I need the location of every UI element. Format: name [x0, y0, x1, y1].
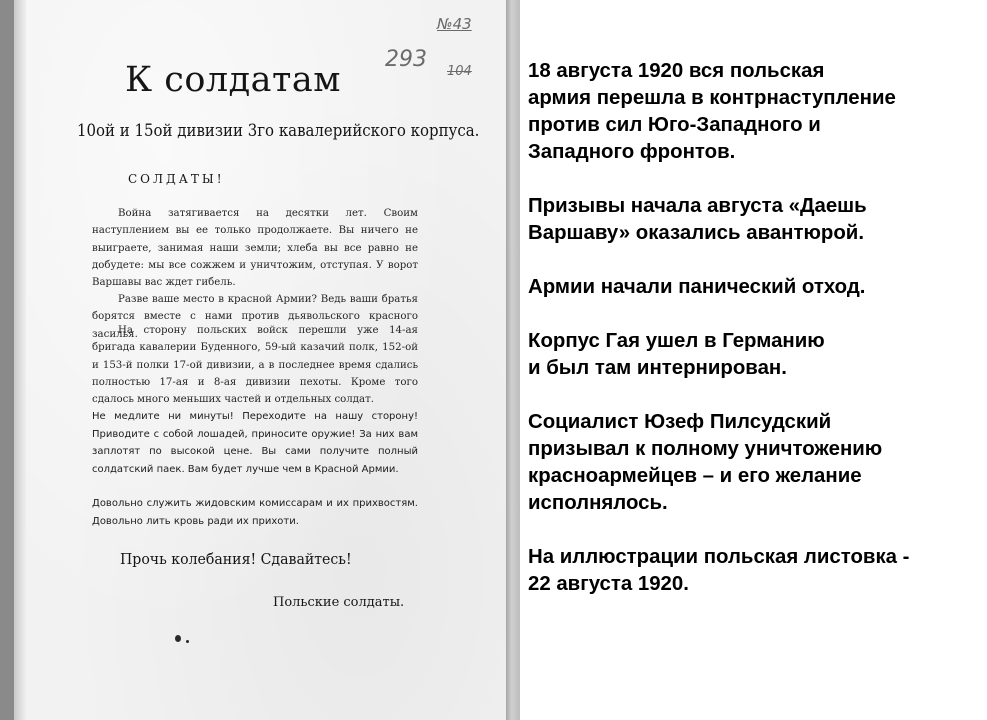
- leaflet-greeting: СОЛДАТЫ!: [128, 172, 225, 186]
- commentary-paragraph-3: Армии начали панический отход.: [528, 276, 866, 298]
- commentary-paragraph-2: Призывы начала августа «Даешь Варшаву» оказались авантюрой.: [528, 195, 867, 244]
- leaflet-subtitle: 10ой и 15ой дивизии 3го кавалерийского корпуса.: [77, 121, 480, 141]
- leaflet-paragraph-1: Война затягивается на десятки лет. Своим наступлением вы ее только продолжаете. Вы ничего не выиграете, занимая наши земли; хлеба вы все равно не добудете: мы все сожжем и уничтожим, отступая. У ворот Варшавы вас ждет гибель.: [92, 208, 418, 289]
- leaflet-paragraph-3: На сторону польских войск перешли уже 14-ая бригада кавалерии Буденного, 59-ый казачий полк, 152-ой и 153-й полки 17-ой дивизии, а в последнее время сдались полностью 17-ая и 8-ая дивизии пехоты. Кроме того сдалось много меньших частей и отдельных солдат.: [92, 325, 418, 406]
- leaflet-paragraph-2: Разве ваше место в красной Армии? Ведь ваши братья борятся вместе с нами против дьявольского красного засилья.: [92, 294, 418, 340]
- archive-number: 293: [385, 47, 427, 72]
- paper-fold-shadow: [14, 0, 26, 720]
- commentary-paragraph-6: На иллюстрации польская листовка - 22 августа 1920.: [528, 546, 910, 595]
- leaflet-signature: Польские солдаты.: [273, 595, 405, 610]
- leaflet-paragraph-4: Не медлите ни минуты! Переходите на нашу сторону! Приводите с собой лошадей, приносите оружие! За них вам заплотят по высокой цене. Вы сами получите полный солдатский паек. Вам будет лучше чем в Красной Армии.: [92, 411, 418, 475]
- commentary-paragraph-4: Корпус Гая ушел в Германию и был там интернирован.: [528, 330, 825, 379]
- leaflet-call: Прочь колебания! Сдавайтесь!: [120, 550, 352, 568]
- commentary: [528, 58, 983, 625]
- leaflet-paragraph-5: Довольно служить жидовским комиссарам и их прихвостям. Довольно лить кровь ради их прихоти.: [92, 498, 418, 527]
- ink-blot: [175, 635, 181, 642]
- crossed-number: 104: [447, 64, 472, 79]
- archive-mark: №43: [437, 15, 472, 33]
- commentary-paragraph-5: Социалист Юзеф Пилсудский призывал к полному уничтожению красноармейцев – и его желание исполнялось.: [528, 411, 883, 514]
- leaflet-title: К солдатам: [125, 60, 341, 100]
- ink-dot: [186, 640, 189, 643]
- commentary-paragraph-1: 18 августа 1920 вся польская армия перешла в контрнаступление против сил Юго-Западного и Западного фронтов.: [528, 60, 896, 163]
- scan-edge: [506, 0, 520, 720]
